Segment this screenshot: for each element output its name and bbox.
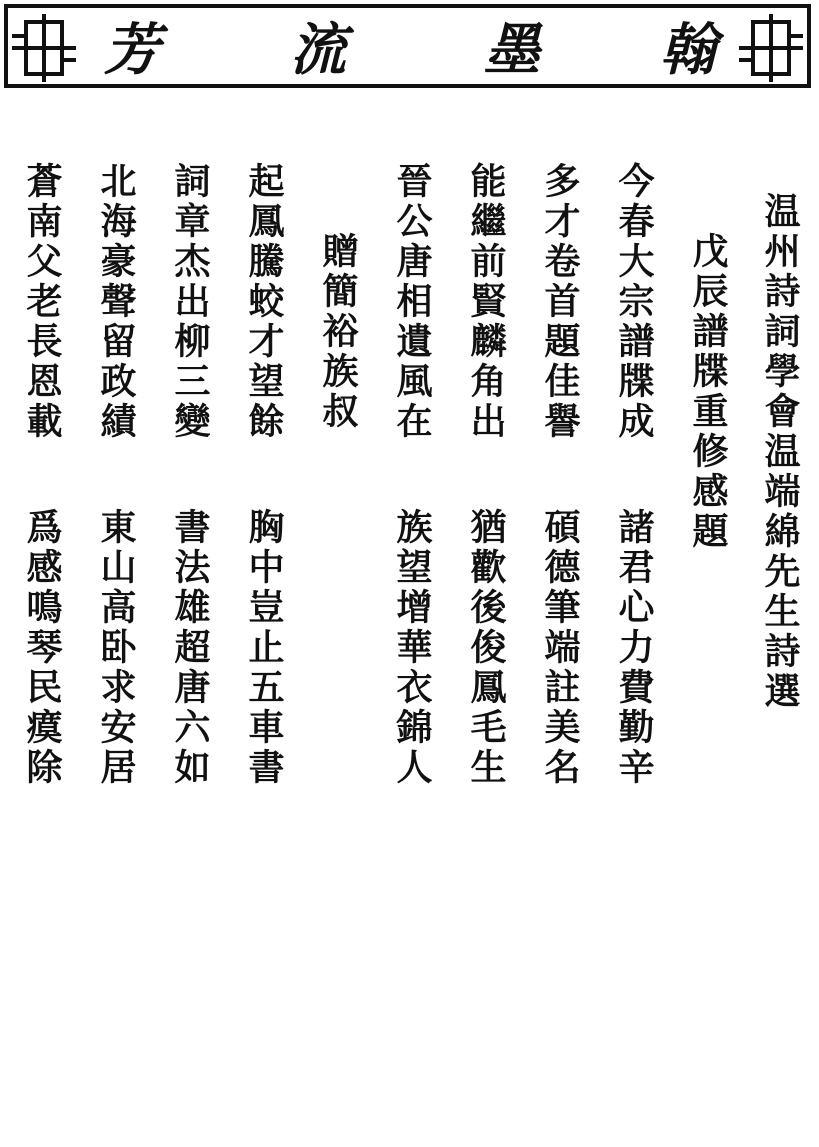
poem-line: 起鳳騰蛟才望餘 [243,162,285,442]
poem-line: 東山高卧求安居 [95,508,137,788]
poem-line: 爲感鳴琴民瘼除 [21,508,63,788]
poem-line: 諸君心力費勤辛 [613,508,655,788]
collection-title: 温州詩詞學會温端綿先生詩選 [759,192,801,712]
poem1-title: 戊辰譜牒重修感題 [687,232,729,552]
header-title-char: 墨 [484,17,540,83]
poem-line: 碩德筆端註美名 [539,508,581,788]
poem2-title: 贈簡裕族叔 [317,232,359,432]
poem-line: 蒼南父老長恩載 [21,162,63,442]
poem-line: 胸中豈止五車書 [243,508,285,788]
poem-line: 晉公唐相遺風在 [391,162,433,442]
poem-line: 今春大宗譜牒成 [613,162,655,442]
knot-ornament-left-icon [12,14,76,82]
poem-line: 多才卷首題佳譽 [539,162,581,442]
poem-line: 猶歡後俊鳳毛生 [465,508,507,788]
poem-line: 詞章杰出柳三變 [169,162,211,442]
poem-line: 能繼前賢麟角出 [465,162,507,442]
header-title-char: 芳 [104,17,160,83]
header-title-char: 流 [290,17,346,83]
header-title-char: 翰 [660,17,716,83]
knot-ornament-right-icon [739,14,803,82]
poem-line: 北海豪聲留政績 [95,162,137,442]
poem-line: 書法雄超唐六如 [169,508,211,788]
poem-line: 族望增華衣錦人 [391,508,433,788]
header-banner [4,4,811,88]
